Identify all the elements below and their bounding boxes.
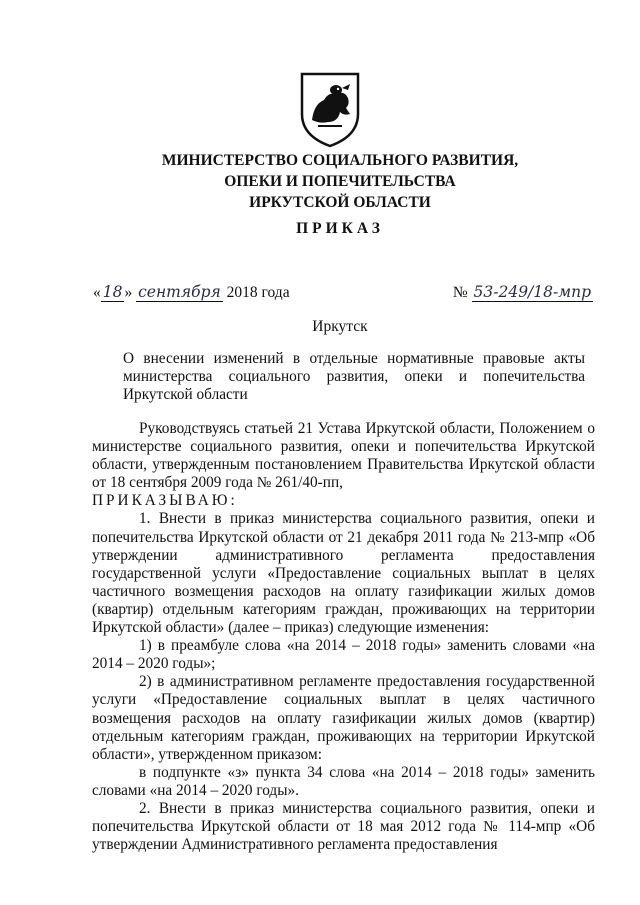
date-month: сентября <box>138 283 221 301</box>
ministry-title-line: МИНИСТЕРСТВО СОЦИАЛЬНОГО РАЗВИТИЯ, <box>161 152 519 169</box>
body-paragraph: 1) в преамбуле слова «на 2014 – 2018 годы» заменить словами «на 2014 – 2020 годы»; <box>92 637 595 673</box>
order-body <box>92 420 595 854</box>
document-type: ПРИКАЗ <box>296 220 384 237</box>
number-value: 53-249/18-мпр <box>473 283 591 301</box>
body-paragraph: 1. Внести в приказ министерства социального развития, опеки и попечительства Иркутской области от 21 декабря 2011 года № 213-мпр «Об утверждении административного регламента предоставления государственной услуги «Предоставление социальных выплат в целях частичного возмещения расходов на оплату газификации жилых домов (квартир) отдельным категориям граждан, проживающих на территории Иркутской области» (далее – приказ) следующие изменения: <box>92 510 595 637</box>
body-paragraph: в подпункте «з» пункта 34 слова «на 2014 – 2018 годы» заменить словами «на 2014 – 2020 годы». <box>92 763 595 799</box>
date-year: 2018 года <box>226 284 290 301</box>
order-number <box>453 283 593 302</box>
date-open-quote: « <box>93 284 101 301</box>
ministry-title-line: ОПЕКИ И ПОПЕЧИТЕЛЬСТВА <box>224 173 456 190</box>
order-subject: О внесении изменений в отдельные нормативные правовые акты министерства социального развития, опеки и попечительства Иркутской области <box>123 350 585 403</box>
body-paragraph: 2) в административном регламенте предоставления государственной услуги «Предоставление социальных выплат в целях частичного возмещения расходов на оплату газификации жилых домов (квартир) отдельным категориям граждан, проживающих на территории Иркутской области», утвержденном приказом: <box>92 673 595 763</box>
city: Иркутск <box>312 318 368 335</box>
order-date <box>93 283 290 302</box>
date-close-quote: » <box>124 284 133 301</box>
ministry-title-line: ИРКУТСКОЙ ОБЛАСТИ <box>249 194 431 211</box>
irkutsk-coat-of-arms-icon <box>298 70 362 148</box>
date-day: 18 <box>102 283 123 301</box>
body-paragraph: 2. Внести в приказ министерства социального развития, опеки и попечительства Иркутской области от 18 мая 2012 года № 114-мпр «Об утверждении Административного регламента предоставления <box>92 799 595 854</box>
number-label: № <box>452 284 468 301</box>
body-paragraph: Руководствуясь статьей 21 Устава Иркутской области, Положением о министерстве социального развития, опеки и попечительства Иркутской области, утвержденным постановлением Правительства Иркутской области от 18 сентября 2009 года № 261/40-пп, <box>92 420 595 492</box>
ministry-title <box>100 150 580 213</box>
order-command: ПРИКАЗЫВАЮ: <box>92 492 238 510</box>
